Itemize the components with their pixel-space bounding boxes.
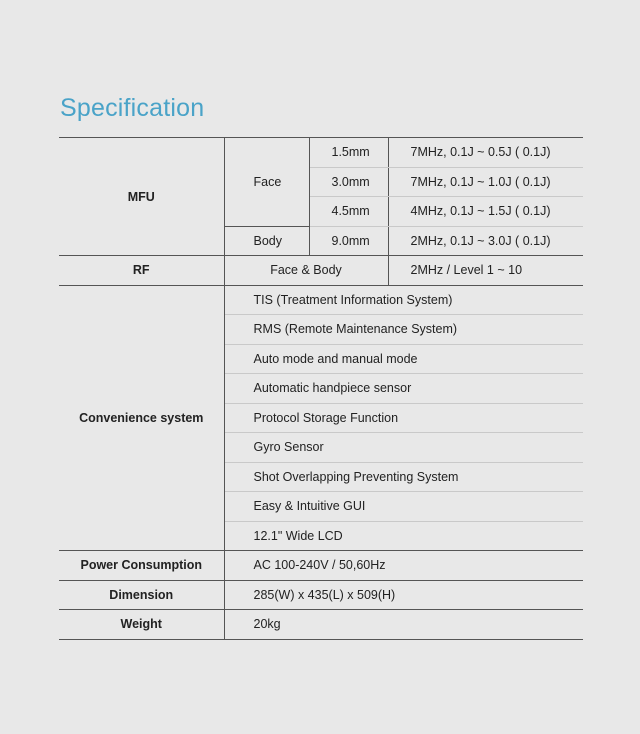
mfu-depth: 3.0mm xyxy=(309,167,388,197)
convenience-item: Gyro Sensor xyxy=(224,433,583,463)
mfu-label: MFU xyxy=(59,138,224,256)
table-row xyxy=(59,580,583,610)
table-row xyxy=(59,551,583,581)
convenience-item: Auto mode and manual mode xyxy=(224,344,583,374)
rf-label: RF xyxy=(59,256,224,286)
mfu-value: 2MHz, 0.1J ~ 3.0J ( 0.1J) xyxy=(388,226,583,256)
mfu-body-label: Body xyxy=(224,226,309,256)
spec-table xyxy=(59,137,583,640)
convenience-item: 12.1" Wide LCD xyxy=(224,521,583,551)
table-row xyxy=(59,256,583,286)
convenience-item: Automatic handpiece sensor xyxy=(224,374,583,404)
mfu-depth: 1.5mm xyxy=(309,138,388,168)
power-label: Power Consumption xyxy=(59,551,224,581)
mfu-value: 7MHz, 0.1J ~ 1.0J ( 0.1J) xyxy=(388,167,583,197)
table-row xyxy=(59,610,583,640)
convenience-label: Convenience system xyxy=(59,285,224,551)
weight-value: 20kg xyxy=(224,610,583,640)
convenience-item: Protocol Storage Function xyxy=(224,403,583,433)
convenience-item: Shot Overlapping Preventing System xyxy=(224,462,583,492)
rf-value: 2MHz / Level 1 ~ 10 xyxy=(388,256,583,286)
table-row xyxy=(59,285,583,315)
mfu-depth: 9.0mm xyxy=(309,226,388,256)
power-value: AC 100-240V / 50,60Hz xyxy=(224,551,583,581)
weight-label: Weight xyxy=(59,610,224,640)
mfu-depth: 4.5mm xyxy=(309,197,388,227)
convenience-item: TIS (Treatment Information System) xyxy=(224,285,583,315)
convenience-item: Easy & Intuitive GUI xyxy=(224,492,583,522)
page-title: Specification xyxy=(60,94,205,122)
convenience-item: RMS (Remote Maintenance System) xyxy=(224,315,583,345)
mfu-value: 7MHz, 0.1J ~ 0.5J ( 0.1J) xyxy=(388,138,583,168)
rf-area: Face & Body xyxy=(224,256,388,286)
mfu-face-label: Face xyxy=(224,138,309,227)
dimension-value: 285(W) x 435(L) x 509(H) xyxy=(224,580,583,610)
table-row xyxy=(59,138,583,168)
dimension-label: Dimension xyxy=(59,580,224,610)
mfu-value: 4MHz, 0.1J ~ 1.5J ( 0.1J) xyxy=(388,197,583,227)
